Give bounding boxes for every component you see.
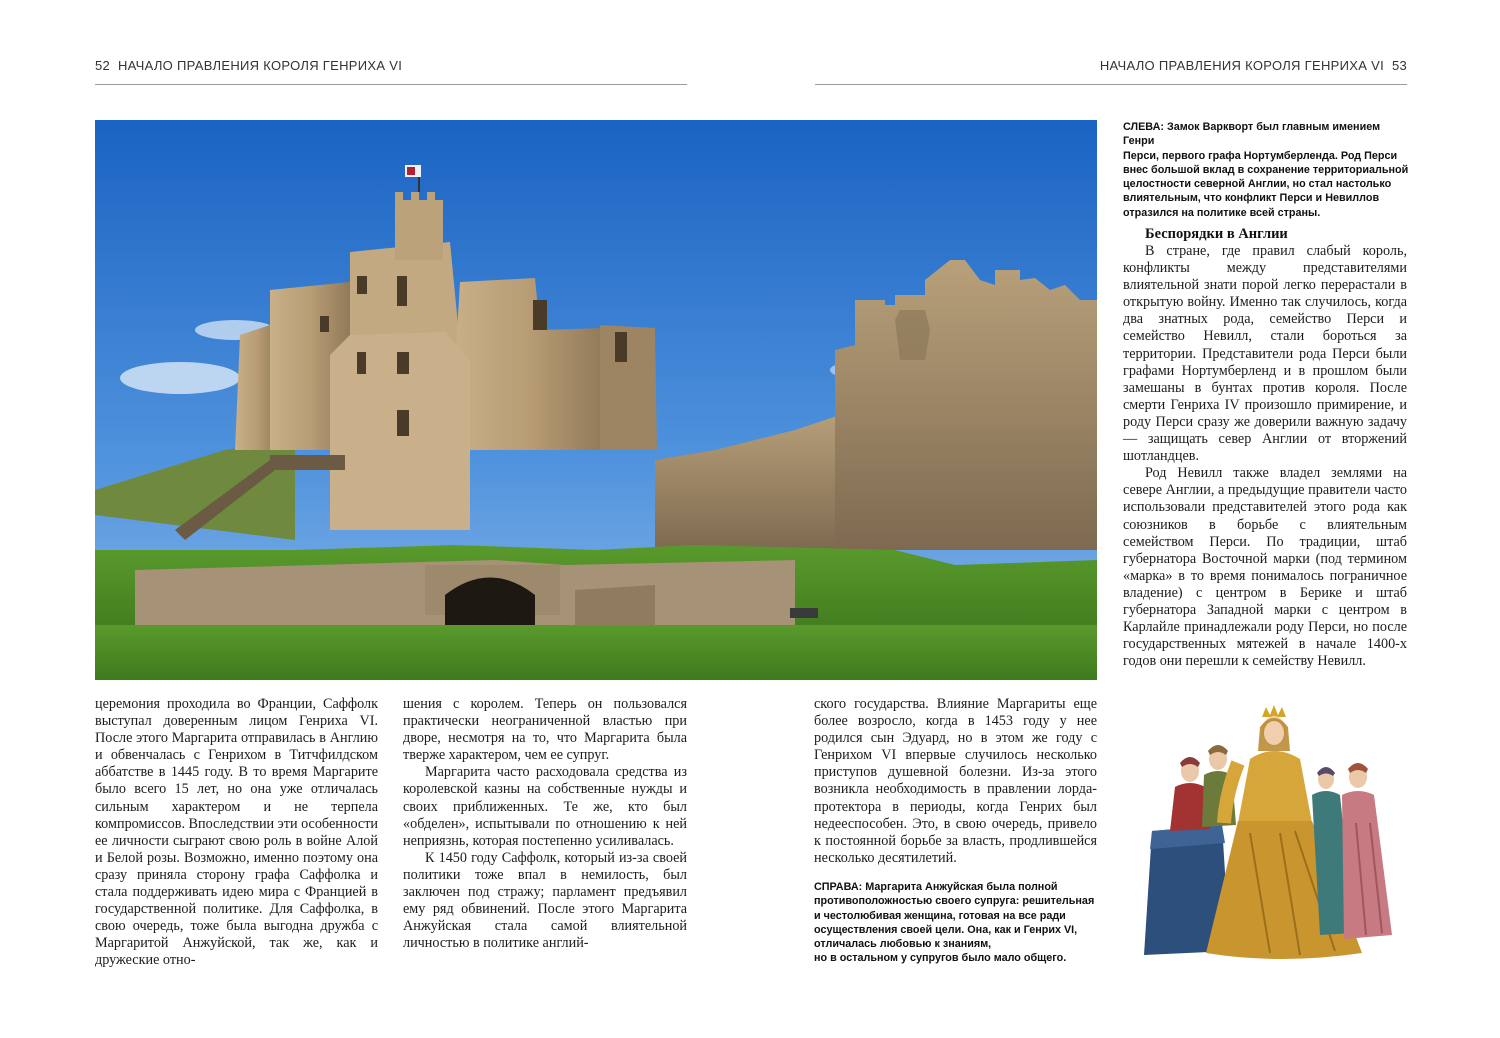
caption-left-line-4: целостности северной Англии, но стал настолько [1123, 178, 1392, 191]
running-head-left [95, 58, 402, 73]
page-number-right: 53 [1391, 58, 1407, 73]
caption-right-line-2: противоположностью своего супруга: решительная [814, 895, 1095, 908]
castle-photo [95, 120, 1097, 680]
running-title-left: НАЧАЛО ПРАВЛЕНИЯ КОРОЛЯ ГЕНРИХА VI [117, 58, 403, 73]
page-number-left: 52 [95, 58, 111, 73]
sidebar-paragraph-1: В стране, где правил слабый король, конфликты между представителями влиятельной знати порой легко перерастали в открытую войну. Именно так случилось, когда два знатных рода, семейство Перси и семейство Невилл, стали бороться за территории. Представители рода Перси были графами Нортумберленд и в прошлом были замешаны в бунтах против короля. После смерти Генриха IV произошло примирение, и роду Перси сразу же доверили важную задачу — защищать север Англии от вторжений шотландцев. [1123, 243, 1407, 465]
caption-right-line-5: отличалась любовью к знаниям, [814, 938, 992, 951]
header-rule-left [95, 84, 687, 85]
caption-left [1123, 120, 1413, 220]
running-head-right [1100, 58, 1407, 73]
caption-right-line-6: но в остальном у супругов было мало общего. [814, 952, 1067, 965]
caption-left-line-2: Перси, первого графа Нортумберленда. Род Перси [1123, 149, 1398, 162]
running-title-right: НАЧАЛО ПРАВЛЕНИЯ КОРОЛЯ ГЕНРИХА VI [1099, 58, 1385, 73]
sidebar-text [1123, 243, 1407, 670]
sidebar-paragraph-2: Род Невилл также владел землями на севере Англии, а предыдущие правители часто использовали представителей этого рода как союзников в борьбе с влиятельным семейством Перси. По традиции, штаб губернатора Восточной марки (под термином «марка» в то время понималось пограничное владение) с центром в Берике и штаб губернатора Западной марки с центром в Карлайле принадлежали роду Перси, но после государственных мятежей в начале 1400-х годов они перешли к семейству Невилл. [1123, 465, 1407, 670]
text-column-1 [95, 696, 378, 970]
column-2-paragraph-1: шения с королем. Теперь он пользовался практически неограниченной властью при дворе, несмотря на то, что Маргарита была тверже характером, чем ее супруг. [403, 696, 687, 764]
caption-left-line-5: влиятельным, что конфликт Перси и Невиллов [1123, 192, 1380, 205]
header-rule-right [815, 84, 1407, 85]
margaret-of-anjou-illustration [1130, 703, 1420, 965]
column-1-paragraph-1: церемония проходила во Франции, Саффолк выступал доверенным лицом Генриха VI. После этого Маргарита отправилась в Англию и обвенчалась с Генрихом в Титчфилдском аббатстве в 1445 году. В то время Маргарите было всего 15 лет, но она уже отличалась сильным характером и не терпела компромиссов. Впоследствии эти особенности ее личности сыграют свою роль в войне Алой и Белой розы. Возможно, именно поэтому она сразу приняла сторону графа Саффолка и стала поддерживать идею мира с Францией в государственной политике. Для Саффолка, в свою очередь, тоже была выгодна дружба с Маргаритой Анжуйской, так же, как и дружеские отно- [95, 696, 378, 969]
warkworth-castle-image [95, 120, 1097, 680]
text-column-3 [814, 696, 1097, 867]
column-2-paragraph-2: Маргарита часто расходовала средства из королевской казны на собственные нужды и своих приближенных. Те же, кто был «обделен», испытывали по отношению к ней неприязнь, которая постепенно усиливалась. [403, 764, 687, 849]
caption-left-line-1: СЛЕВА: Замок Варкворт был главным имением Генри [1123, 121, 1381, 148]
column-3-paragraph-1: ского государства. Влияние Маргариты еще более возросло, когда в 1453 году у нее родился сын Эдуард, но в этом же году с Генрихом VI впервые случилось несколько приступов душевной болезни. Из-за этого возникла необходимость в правлении лорда-протектора в периоды, когда Генрих был недееспособен. Это, в свою очередь, привело к постоянной борьбе за власть, продлившейся несколько десятилетий. [814, 696, 1097, 866]
caption-right-line-3: и честолюбивая женщина, готовая на все ради [814, 909, 1066, 922]
caption-right-label: СПРАВА: [814, 881, 863, 893]
caption-left-line-6: отразился на политике всей страны. [1123, 206, 1321, 219]
caption-right-line-1: СПРАВА: Маргарита Анжуйская была полной [814, 881, 1058, 893]
sidebar-heading: Беспорядки в Англии [1145, 226, 1288, 242]
caption-right-line-4: осуществления своей цели. Она, как и Генрих VI, [814, 923, 1078, 936]
caption-right [814, 880, 1104, 966]
caption-left-label: СЛЕВА: [1123, 121, 1164, 133]
text-column-2 [403, 696, 687, 952]
caption-left-line-3: внес большой вклад в сохранение территориальной [1123, 163, 1409, 176]
queen-with-ladies-image [1130, 703, 1420, 965]
column-2-paragraph-3: К 1450 году Саффолк, который из-за своей политики тоже впал в немилость, был заключен под стражу; парламент предъявил ему ряд обвинений. После этого Маргарита Анжуйская стала самой влиятельной личностью в политике англий- [403, 849, 687, 952]
